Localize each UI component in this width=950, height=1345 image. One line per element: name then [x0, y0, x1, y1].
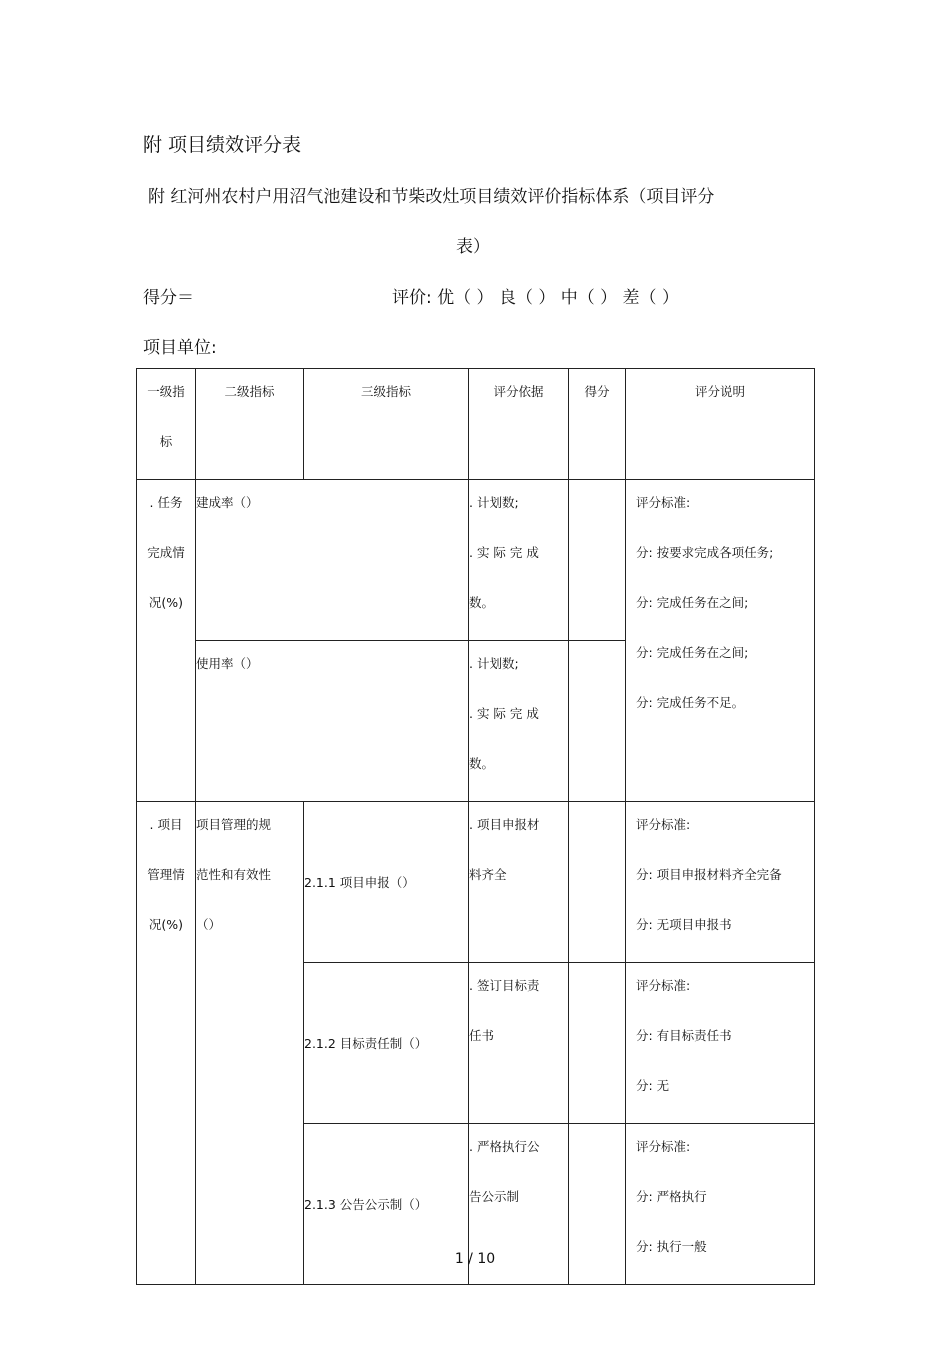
page-number: 1 / 10: [454, 1251, 496, 1267]
header-basis: 评分依据: [469, 369, 569, 480]
description-public-notice: 评分标准: 分: 严格执行 分: 执行一般: [626, 1124, 815, 1285]
level3-public-notice: 2.1.3 公告公示制（）: [304, 1124, 469, 1285]
description-project-application: 评分标准: 分: 项目申报材料齐全完备 分: 无项目申报书: [626, 802, 815, 963]
score-target-responsibility: [569, 963, 626, 1124]
table-row: [137, 480, 815, 641]
project-unit-label: 项目单位:: [143, 338, 217, 358]
basis-target-responsibility: . 签订目标责 任书: [469, 963, 569, 1124]
usage-score-cell: [569, 641, 626, 802]
header-level2: 二级指标: [196, 369, 304, 480]
level1-task: . 任务 完成情 况(%): [137, 480, 196, 802]
description-target-responsibility: 评分标准: 分: 有目标责任书 分: 无: [626, 963, 815, 1124]
header-level1-line2: 标: [159, 434, 173, 449]
table-row: [137, 802, 815, 963]
header-level3: 三级指标: [304, 369, 469, 480]
table-header-row: [137, 369, 815, 480]
level3-target-responsibility: 2.1.2 目标责任制（）: [304, 963, 469, 1124]
task-description-cell: 评分标准: 分: 按要求完成各项任务; 分: 完成任务在之间; 分: 完成任务在之间; 分: 完成任务不足。: [626, 480, 815, 802]
table-title-line1: 附 红河州农村户用沼气池建设和节柴改灶项目绩效评价指标体系（项目评分: [148, 187, 715, 207]
header-description: 评分说明: [626, 369, 815, 480]
usage-rate-cell: 使用率（）: [196, 641, 469, 802]
rating-label: 评价: 优（ ） 良（ ） 中（ ） 差（ ）: [392, 288, 679, 308]
level3-project-application: 2.1.1 项目申报（）: [304, 802, 469, 963]
table-title-line2: 表）: [456, 237, 490, 257]
completion-basis-cell: . 计划数; . 实 际 完 成 数。: [469, 480, 569, 641]
completion-rate-cell: 建成率（）: [196, 480, 469, 641]
score-project-application: [569, 802, 626, 963]
page-title: 附 项目绩效评分表: [143, 134, 302, 156]
level2-management: 项目管理的规 范性和有效性 （）: [196, 802, 304, 1285]
header-level1-line1: 一级指: [147, 384, 185, 399]
evaluation-table: [136, 368, 815, 1285]
usage-basis-cell: . 计划数; . 实 际 完 成 数。: [469, 641, 569, 802]
basis-project-application: . 项目申报材 料齐全: [469, 802, 569, 963]
score-label: 得分＝: [143, 288, 194, 308]
completion-score-cell: [569, 480, 626, 641]
level1-management: . 项目 管理情 况(%): [137, 802, 196, 1285]
basis-public-notice: . 严格执行公 告公示制: [469, 1124, 569, 1285]
header-level1: [137, 369, 196, 480]
header-score: 得分: [569, 369, 626, 480]
